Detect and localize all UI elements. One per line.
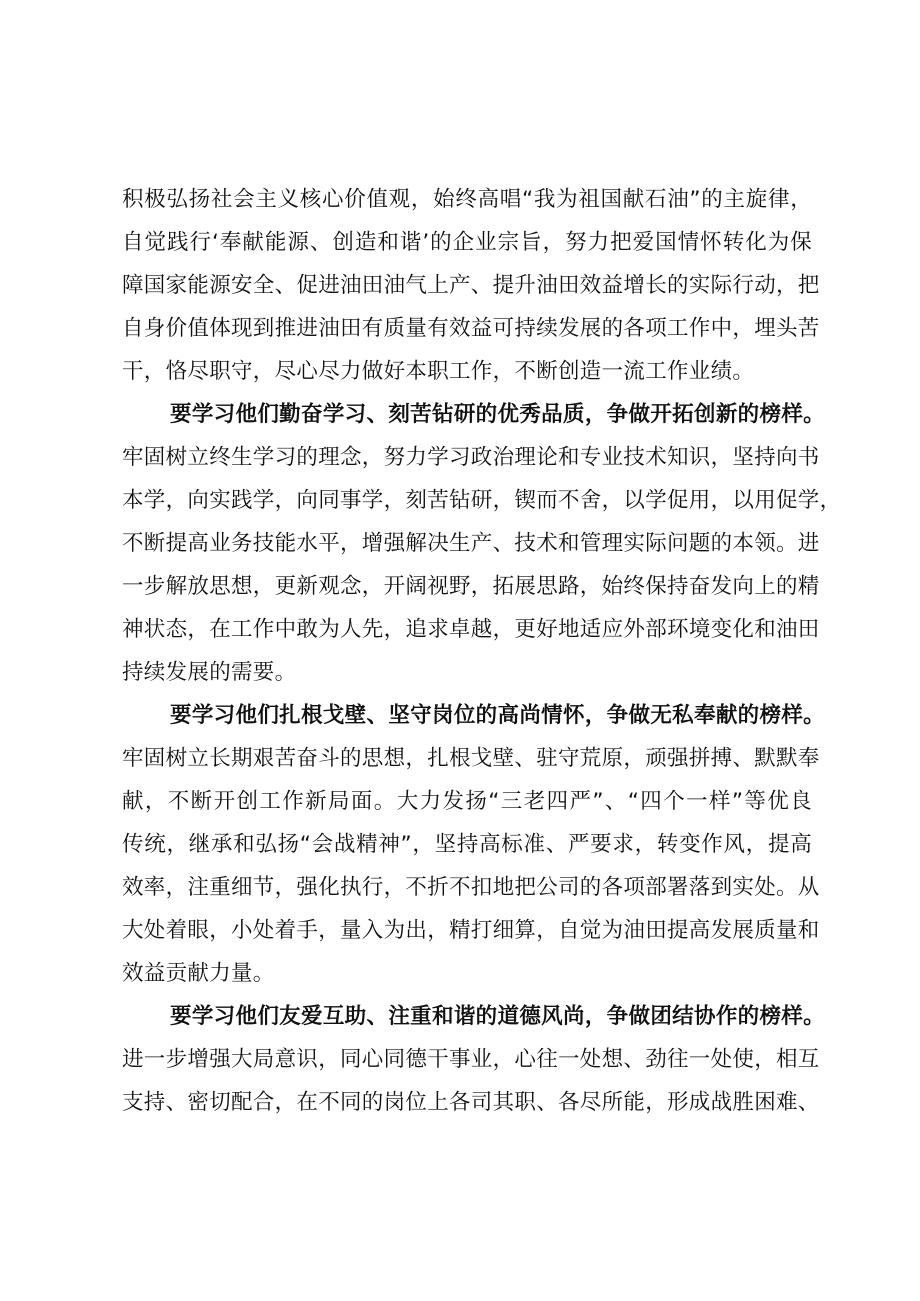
- body-text-line: 支持、密切配合，在不同的岗位上各司其职、各尽所能，形成战胜困难、: [122, 1090, 820, 1115]
- body-text-line: 神状态，在工作中敢为人先，追求卓越，更好地适应外部环境变化和油田: [122, 617, 820, 642]
- body-text-line: 持续发展的需要。: [122, 660, 297, 685]
- body-text-line: 本学，向实践学，向同事学，刻苦钻研，锲而不舍，以学促用，以用促学，: [122, 488, 842, 513]
- body-text-line: 积极弘扬社会主义核心价值观，始终高唱“我为祖国献石油”的主旋律，: [122, 187, 812, 212]
- section-heading: 要学习他们勤奋学习、刻苦钻研的优秀品质，争做开拓创新的榜样。: [170, 402, 825, 427]
- body-text-line: 传统，继承和弘扬“会战精神”，坚持高标准、严要求，转变作风，提高: [122, 832, 812, 857]
- body-text-line: 献，不断开创工作新局面。大力发扬“三老四严”、“四个一样”等优良: [122, 789, 812, 814]
- section-heading: 要学习他们扎根戈壁、坚守岗位的高尚情怀，争做无私奉献的榜样。: [170, 703, 825, 728]
- body-text-line: 效益贡献力量。: [122, 961, 275, 986]
- body-text-line: 牢固树立长期艰苦奋斗的思想，扎根戈壁、驻守荒原，顽强拼搏、默默奉: [122, 746, 820, 771]
- body-text-line: 不断提高业务技能水平，增强解决生产、技术和管理实际问题的本领。进: [122, 531, 820, 556]
- body-text-line: 牢固树立终生学习的理念，努力学习政治理论和专业技术知识，坚持向书: [122, 445, 820, 470]
- body-text-line: 大处着眼，小处着手，量入为出，精打细算，自觉为油田提高发展质量和: [122, 918, 820, 943]
- body-text-line: 一步解放思想，更新观念，开阔视野，拓展思路，始终保持奋发向上的精: [122, 574, 820, 599]
- body-text-line: 进一步增强大局意识，同心同德干事业，心往一处想、劲往一处使，相互: [122, 1047, 820, 1072]
- body-text-line: 干，恪尽职守，尽心尽力做好本职工作，不断创造一流工作业绩。: [122, 359, 755, 384]
- body-text-line: 自觉践行‘奉献能源、创造和谐’的企业宗旨，努力把爱国情怀转化为保: [122, 230, 812, 255]
- body-text-line: 障国家能源安全、促进油田油气上产、提升油田效益增长的实际行动，把: [122, 273, 820, 298]
- body-text-line: 效率，注重细节，强化执行，不折不扣地把公司的各项部署落到实处。从: [122, 875, 820, 900]
- section-heading: 要学习他们友爱互助、注重和谐的道德风尚，争做团结协作的榜样。: [170, 1004, 825, 1029]
- body-text-line: 自身价值体现到推进油田有质量有效益可持续发展的各项工作中，埋头苦: [122, 316, 820, 341]
